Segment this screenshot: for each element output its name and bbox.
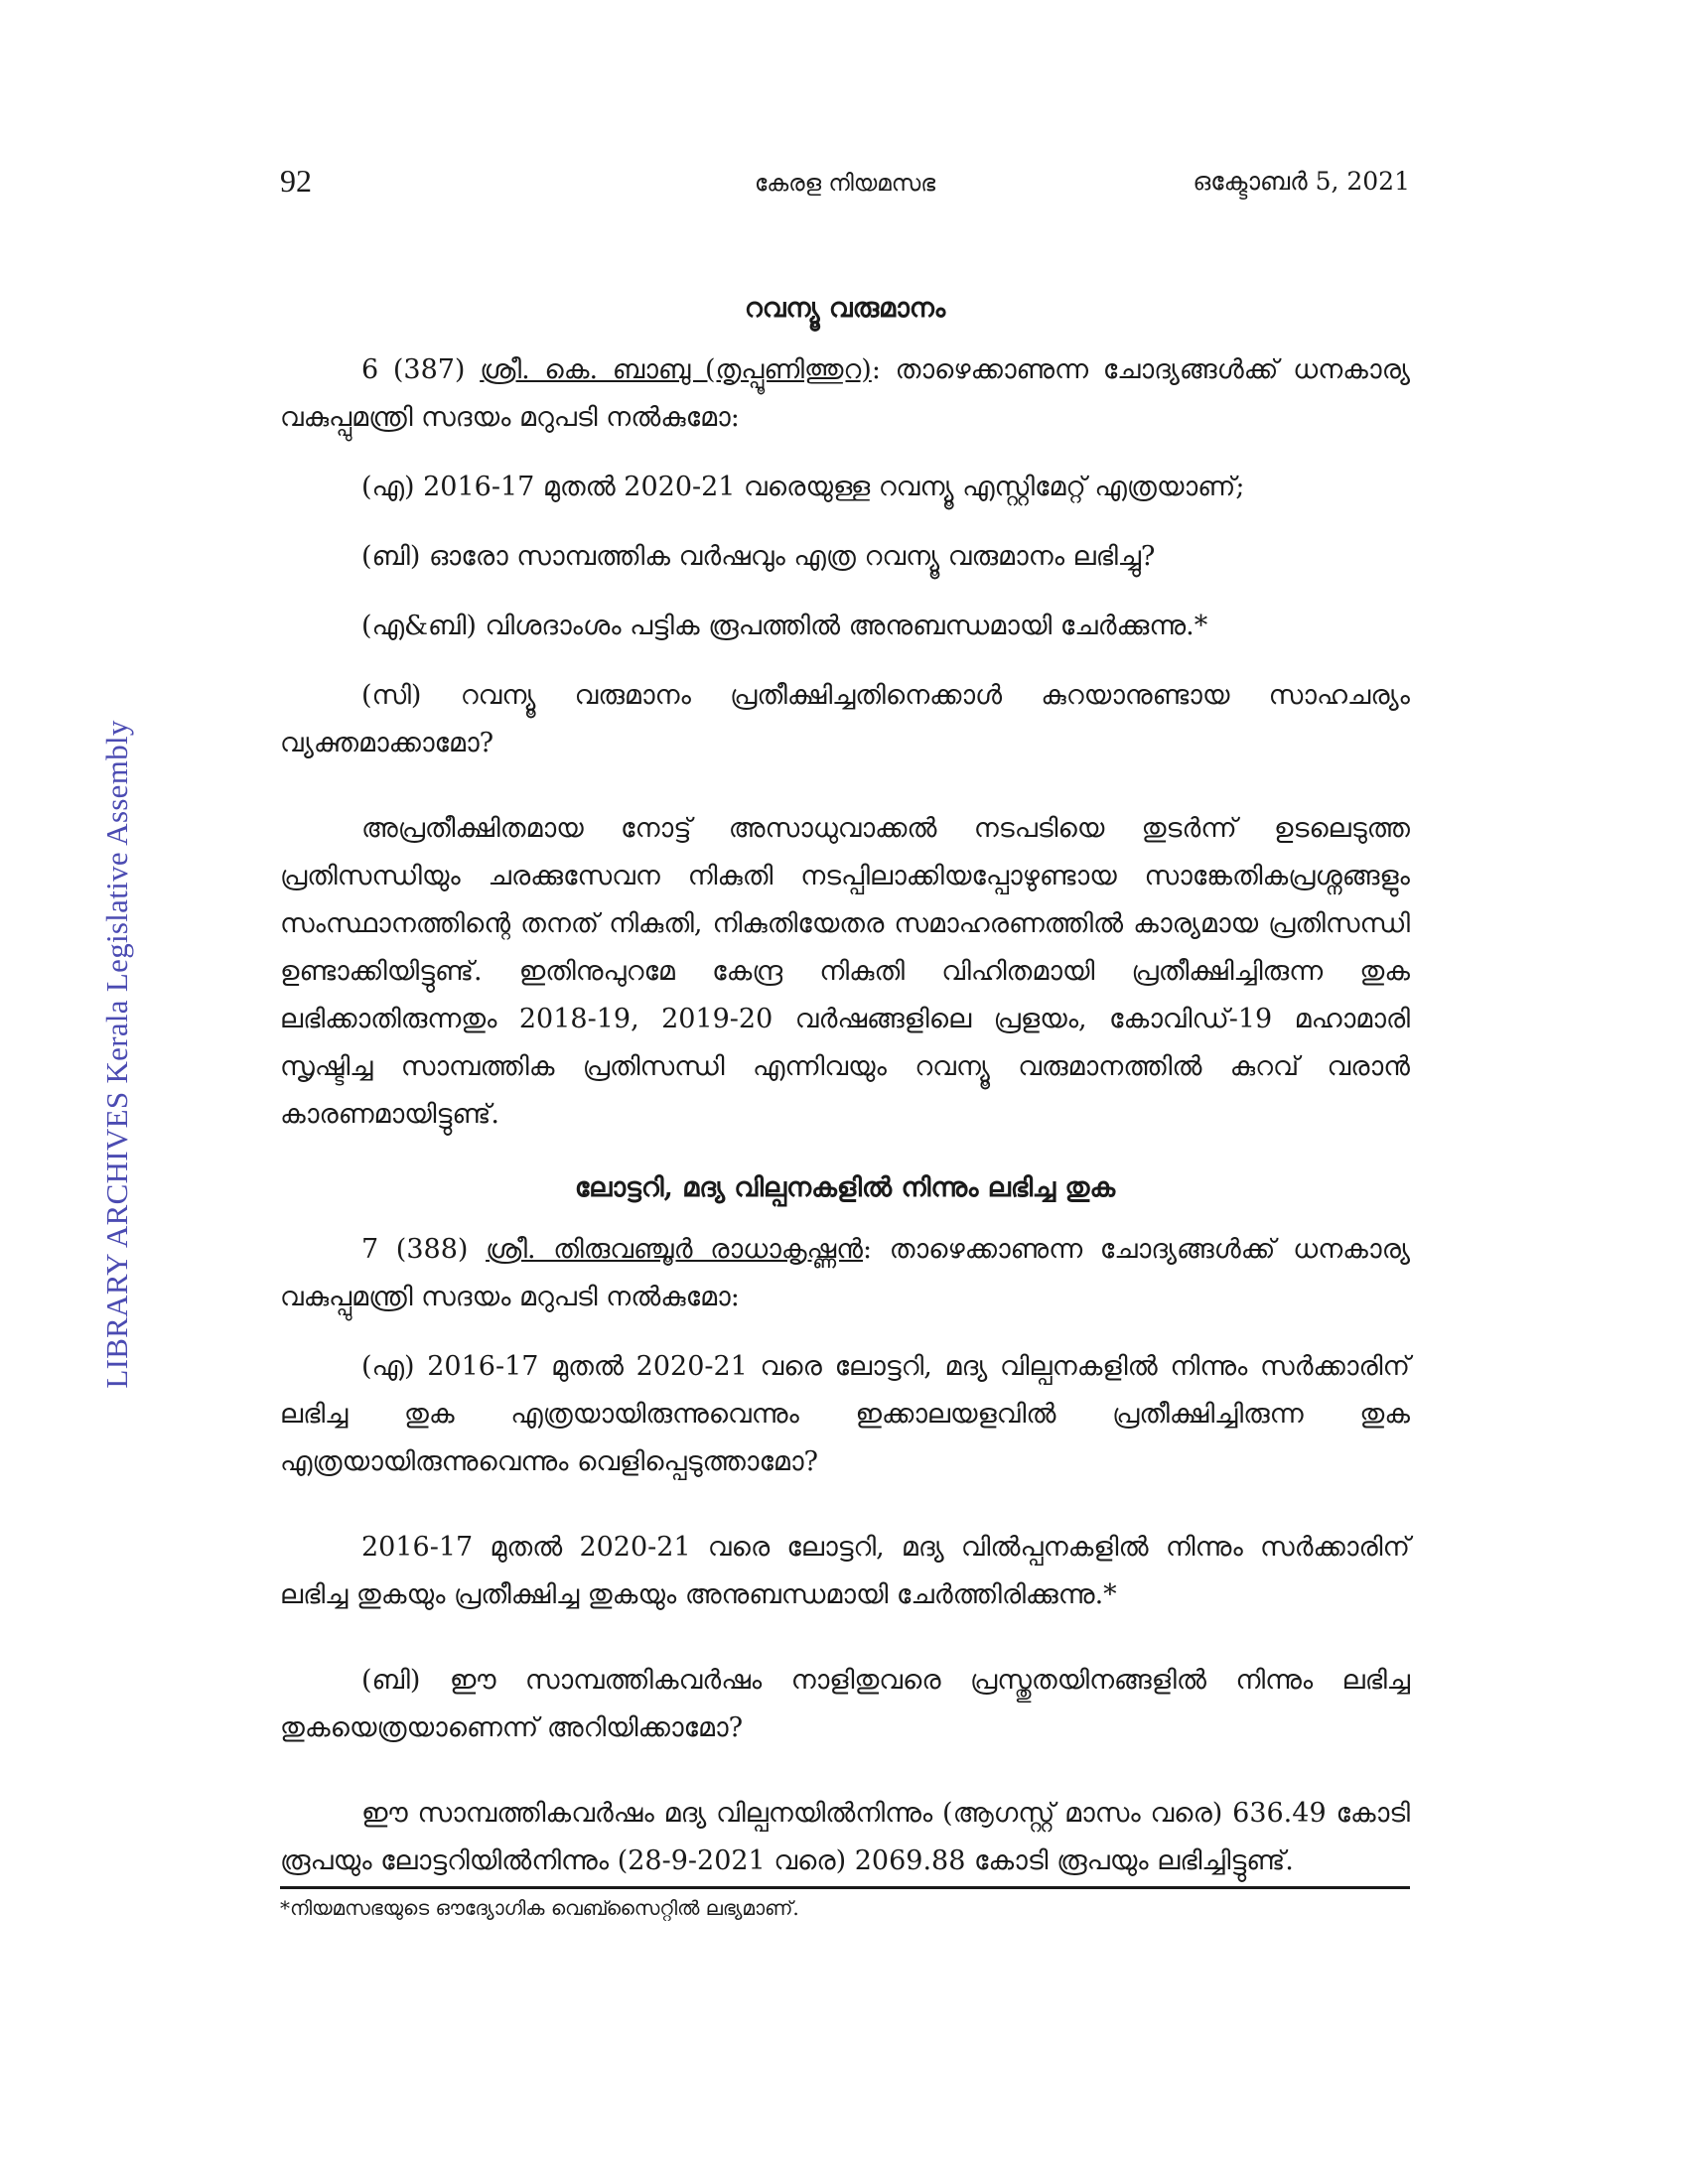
answer-6ab: (എ&ബി) വിശദാംശം പട്ടിക രൂപത്തിൽ അനുബന്ധമായി ചേർക്കുന്നു.* [361,611,1208,641]
footnote: *നിയമസഭയുടെ ഔദ്യോഗിക വെബ്സൈറ്റിൽ ലഭ്യമാണ്. [280,1896,799,1920]
question-intro-text: : താഴെക്കാണുന്ന ചോദ്യങ്ങൾക്ക് ധനകാര്യ വകുപ്പുമന്ത്രി സദയം മറുപടി നൽകുമോ: [280,354,1411,433]
question-number: 7 (388) [361,1234,469,1265]
section1-heading: റവന്യൂ വരുമാനം [744,293,946,324]
question-6-intro [280,346,1410,442]
page-number: 92 [280,163,312,199]
document-page [280,149,1411,1920]
answer-7b: ഈ സാമ്പത്തികവർഷം മദ്യ വില്പനയിൽനിന്നും (ആഗസ്റ്റ് മാസം വരെ) 636.49 കോടി രൂപയും ലോട്ടറിയിൽനിന്നും (28-9-2021 വരെ) 2069.88 കോടി രൂപയും ലഭിച്ചിട്ടുണ്ട്. [280,1798,1410,1876]
question-7b: (ബി) ഈ സാമ്പത്തികവർഷം നാളിതുവരെ പ്രസ്തുതയിനങ്ങളിൽ നിന്നും ലഭിച്ച തുകയെത്രയാണെന്ന് അറിയിക്കാമോ? [280,1665,1410,1743]
member-name: ശ്രീ. കെ. ബാബു (തൃപ്പൂണിത്തുറ) [480,354,872,385]
member-name: ശ്രീ. തിരുവഞ്ചൂർ രാധാകൃഷ്ണൻ [486,1234,863,1265]
question-6b: (ബി) ഓരോ സാമ്പത്തിക വർഷവും എത്ര റവന്യൂ വരുമാനം ലഭിച്ചു? [361,541,1156,572]
page-header [280,149,1410,208]
section2-heading: ലോട്ടറി, മദ്യ വില്പനകളിൽ നിന്നും ലഭിച്ച തുക [574,1172,1116,1203]
question-6a: (എ) 2016-17 മുതൽ 2020-21 വരെയുള്ള റവന്യൂ എസ്റ്റിമേറ്റ് എത്രയാണ്; [361,472,1245,502]
footnote-divider [280,1886,1410,1889]
header-title: കേരള നിയമസഭ [754,171,936,197]
question-number: 6 (387) [361,354,466,385]
header-date: ഒക്ടോബർ 5, 2021 [1193,167,1410,196]
archive-watermark: LIBRARY ARCHIVES Kerala Legislative Assembly [99,720,134,1389]
question-7-intro [280,1226,1410,1321]
answer-7a: 2016-17 മുതൽ 2020-21 വരെ ലോട്ടറി, മദ്യ വിൽപ്പനകളിൽ നിന്നും സർക്കാരിന് ലഭിച്ച തുകയും പ്രതീക്ഷിച്ച തുകയും അനുബന്ധമായി ചേർത്തിരിക്കുന്നു.* [280,1532,1410,1610]
question-6c: (സി) റവന്യൂ വരുമാനം പ്രതീക്ഷിച്ചതിനെക്കാൾ കുറയാനുണ്ടായ സാഹചര്യം വ്യക്തമാക്കാമോ? [280,680,1410,758]
answer-6c: അപ്രതീക്ഷിതമായ നോട്ട് അസാധുവാക്കൽ നടപടിയെ തുടർന്ന് ഉടലെടുത്ത പ്രതിസന്ധിയും ചരക്കുസേവന നികുതി നടപ്പിലാക്കിയപ്പോഴുണ്ടായ സാങ്കേതികപ്രശ്നങ്ങളും സംസ്ഥാനത്തിന്റെ തനത് നികുതി, നികുതിയേതര സമാഹരണത്തിൽ കാര്യമായ പ്രതിസന്ധി ഉണ്ടാക്കിയിട്ടുണ്ട്. ഇതിനുപുറമേ കേന്ദ്ര നികുതി വിഹിതമായി പ്രതീക്ഷിച്ചിരുന്ന തുക ലഭിക്കാതിരുന്നതും 2018-19, 2019-20 വർഷങ്ങളിലെ പ്രളയം, കോവിഡ്-19 മഹാമാരി സൃഷ്ടിച്ച സാമ്പത്തിക പ്രതിസന്ധി എന്നിവയും റവന്യൂ വരുമാനത്തിൽ കുറവ് വരാൻ കാരണമായിട്ടുണ്ട്. [280,813,1410,1130]
question-7a: (എ) 2016-17 മുതൽ 2020-21 വരെ ലോട്ടറി, മദ്യ വില്പനകളിൽ നിന്നും സർക്കാരിന് ലഭിച്ച തുക എത്രയായിരുന്നുവെന്നും ഇക്കാലയളവിൽ പ്രതീക്ഷിച്ചിരുന്ന തുക എത്രയായിരുന്നുവെന്നും വെളിപ്പെടുത്താമോ? [280,1351,1410,1477]
question-intro-text: : താഴെക്കാണുന്ന ചോദ്യങ്ങൾക്ക് ധനകാര്യ വകുപ്പുമന്ത്രി സദയം മറുപടി നൽകുമോ: [280,1234,1411,1312]
